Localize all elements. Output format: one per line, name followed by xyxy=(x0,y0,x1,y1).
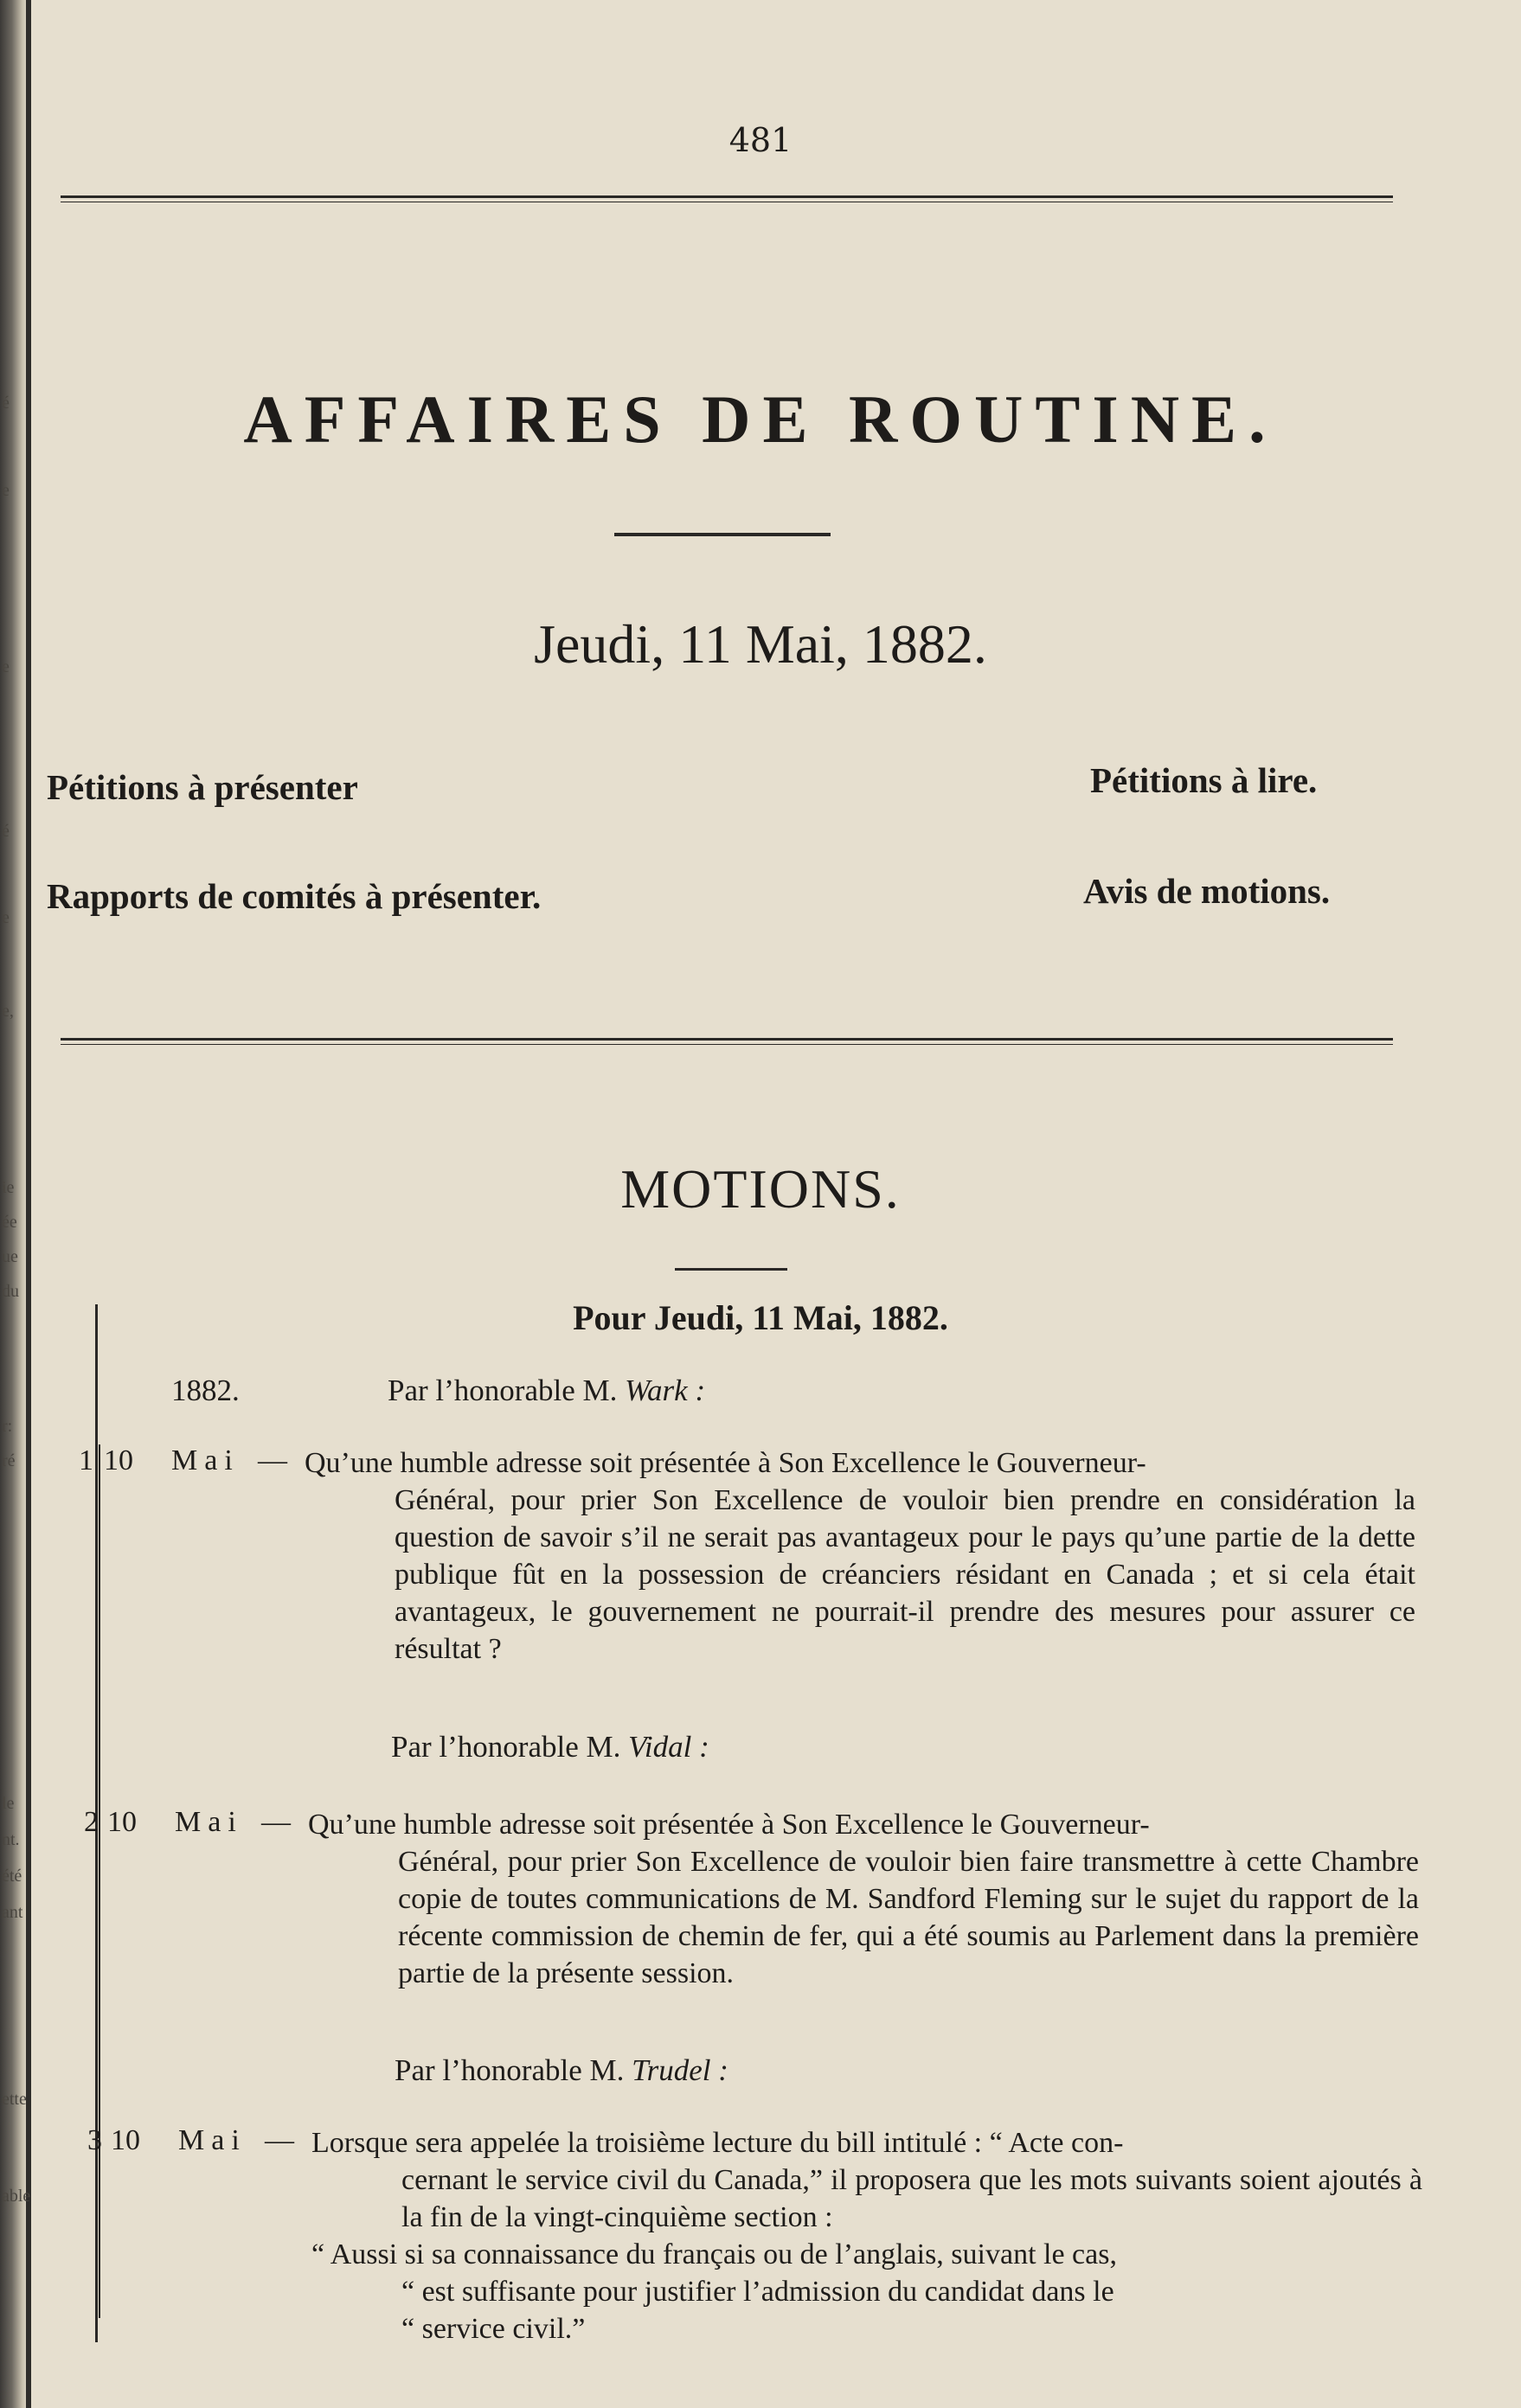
title-divider xyxy=(614,533,831,536)
margin-fragment: é xyxy=(2,394,10,413)
margin-fragment: ré xyxy=(2,1451,16,1470)
margin-fragment: du xyxy=(2,1282,19,1301)
margin-fragment: e xyxy=(2,481,10,500)
margin-fragment: nt. xyxy=(2,1830,20,1849)
margin-fragment: ant xyxy=(2,1903,23,1922)
routine-avis: Avis de motions. xyxy=(1083,871,1331,911)
quoted-amendment-line: “ est suffisante pour justifier l’admission du candidat dans le xyxy=(401,2276,1114,2308)
motions-divider xyxy=(675,1268,787,1271)
motions-title: MOTIONS. xyxy=(620,1158,901,1220)
section-rule xyxy=(61,1038,1393,1045)
motion-month: Mai xyxy=(171,1444,240,1476)
routine-petitions-lire: Pétitions à lire. xyxy=(1090,760,1318,800)
margin-fragment: ue xyxy=(2,1247,18,1266)
routine-rapports: Rapports de comités à présenter. xyxy=(47,876,542,916)
section-title: AFFAIRES DE ROUTINE. xyxy=(243,381,1278,457)
motion-dash: — xyxy=(261,1806,291,1838)
margin-fragment: ie xyxy=(2,1178,15,1197)
motion-text: Général, pour prier Son Excellence de vouloir bien faire transmettre à cette Chambre copie de toutes communications de M. Sandford Fleming sur le sujet du rapport de la récente commission de chemin de fer, qui a été soumis au Parlement dans la première partie de la présente session. xyxy=(398,1846,1419,1989)
margin-fragment: e, xyxy=(2,1002,14,1021)
margin-fragment: e xyxy=(2,657,10,676)
mover-prefix: Par l’honorable M. xyxy=(395,2053,625,2087)
quoted-amendment-line: “ service civil.” xyxy=(401,2313,586,2345)
mover-line xyxy=(388,1374,705,1408)
margin-fragment: ette xyxy=(2,2090,27,2109)
mover-prefix: Par l’honorable M. xyxy=(391,1730,621,1764)
motion-text: cernant le service civil du Canada,” il proposera que les mots suivants soient ajoutés à la fin de la vingt-cinquième section : xyxy=(401,2164,1422,2233)
mover-name: Vidal : xyxy=(628,1730,709,1764)
motions-subtitle: Pour Jeudi, 11 Mai, 1882. xyxy=(573,1298,948,1337)
margin-fragment: été xyxy=(2,1867,22,1886)
motion-month: Mai xyxy=(178,2124,247,2156)
motion-first-line: Lorsque sera appelée la troisième lecture du bill intitulé : “ Acte con- xyxy=(311,2127,1124,2159)
motion-dash: — xyxy=(258,1444,287,1476)
date-line: Jeudi, 11 Mai, 1882. xyxy=(534,613,987,675)
motion-day: 10 xyxy=(107,1806,137,1838)
margin-line-inner xyxy=(99,1444,100,2318)
motion-number: 2 xyxy=(84,1806,99,1838)
quoted-amendment-line: “ Aussi si sa connaissance du français ou de l’anglais, suivant le cas, xyxy=(311,2238,1117,2270)
margin-fragment: é xyxy=(2,822,10,841)
mover-line xyxy=(395,2053,728,2088)
mover-name: Trudel : xyxy=(632,2053,728,2087)
mover-line xyxy=(391,1730,709,1764)
margin-fragment: ée xyxy=(2,1213,17,1232)
motion-day: 10 xyxy=(111,2124,140,2156)
motion-text: Général, pour prier Son Excellence de vouloir bien prendre en considération la question de savoir s’il ne serait pas avantageux pour le pays qu’une partie de la dette publique fût en la possession de créanciers résidant en Canada ; et si cela était avantageux, le gouvernement ne pourrait-il prendre des mesures pour assurer ce résultat ? xyxy=(395,1484,1415,1665)
mover-prefix: Par l’honorable M. xyxy=(388,1374,618,1407)
margin-fragment: r: xyxy=(2,1417,13,1436)
motion-month: Mai xyxy=(175,1806,243,1838)
margin-fragment: able xyxy=(2,2187,31,2206)
motion-first-line: Qu’une humble adresse soit présentée à Son Excellence le Gouverneur- xyxy=(308,1809,1150,1841)
page-number: 481 xyxy=(728,121,793,159)
margin-fragment: e xyxy=(2,908,10,927)
motion-first-line: Qu’une humble adresse soit présentée à Son Excellence le Gouverneur- xyxy=(305,1447,1146,1479)
motions-year: 1882. xyxy=(171,1374,240,1407)
motion-day: 10 xyxy=(104,1444,133,1476)
motion-dash: — xyxy=(265,2124,294,2156)
motion-number: 3 xyxy=(87,2124,102,2156)
routine-petitions-presenter: Pétitions à présenter xyxy=(47,767,358,807)
header-rule xyxy=(61,195,1393,202)
motion-number: 1 xyxy=(79,1444,93,1476)
margin-fragment: le xyxy=(2,1794,15,1813)
mover-name: Wark : xyxy=(625,1374,706,1407)
